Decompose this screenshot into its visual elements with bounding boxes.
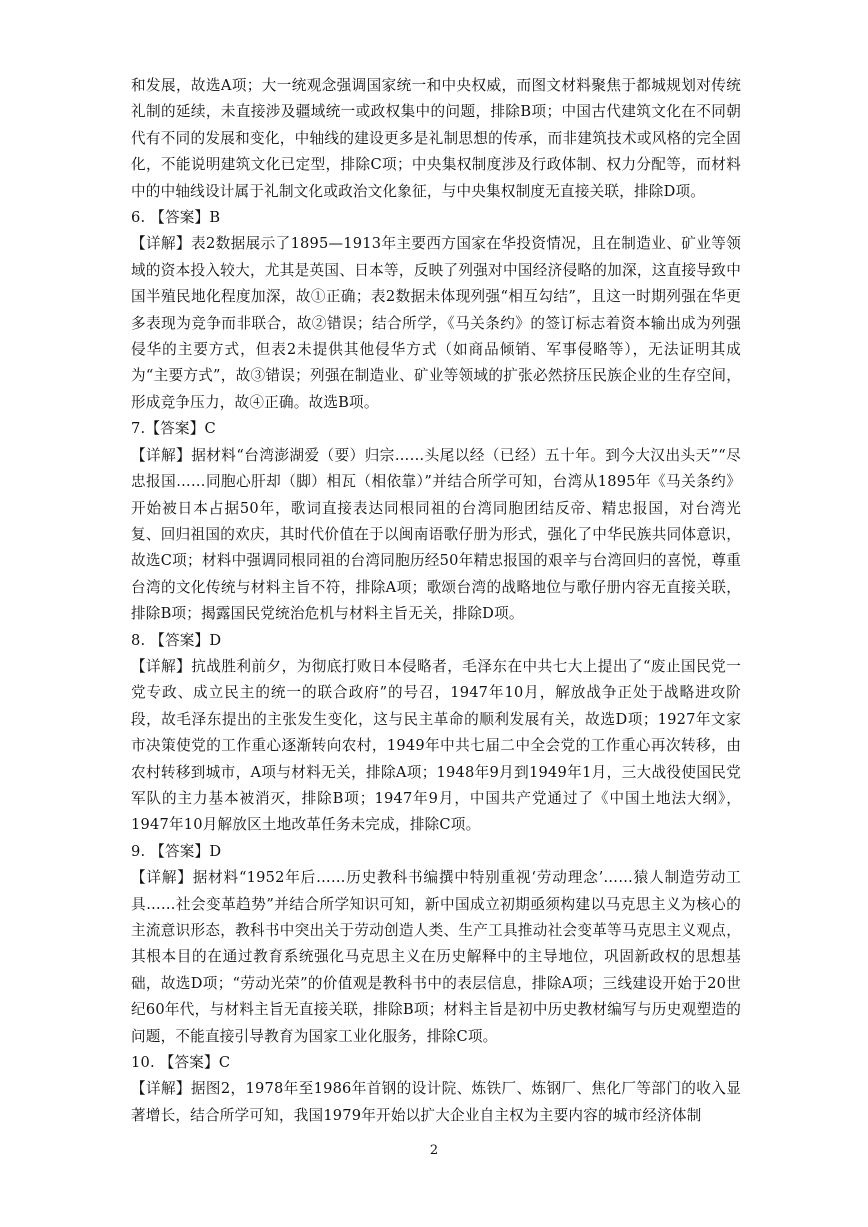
answer-8: 8. 【答案】D [131,631,222,649]
continuation-paragraph: 和发展，故选A项；大一统观念强调国家统一和中央权威，而图文材料聚焦于都城规划对传统礼制的延续，未直接涉及疆域统一或政权集中的问题，排除B项；中国古代建筑文化在不同朝代有不同的发展和变化，中轴线的建设更多是礼制思想的传承，而非建筑技术或风格的完全固化，不能说明建筑文化已定型，排除C项；中央集权制度涉及行政体制、权力分配等，而材料中的中轴线设计属于礼制文化或政治文化象征，与中央集权制度无直接关联，排除D项。 [131,77,741,200]
answer-6: 6. 【答案】B [131,209,221,227]
detail-6: 【详解】表2数据展示了1895—1913年主要西方国家在华投资情况，且在制造业、矿业等领域的资本投入较大，尤其是英国、日本等，反映了列强对中国经济侵略的加深，这直接导致中国半殖民地化程度加深，故①正确；表2数据未体现列强“相互勾结”，且这一时期列强在华更多表现为竞争而非联合，故②错误；结合所学，《马关条约》的签订标志着资本输出成为列强侵华的主要方式，但表2未提供其他侵华方式（如商品倾销、军事侵略等），无法证明其成为“主要方式”，故③错误；列强在制造业、矿业等领域的扩张必然挤压民族企业的生存空间，形成竞争压力，故④正确。故选B项。 [131,235,741,411]
detail-10: 【详解】据图2，1978年至1986年首钢的设计院、炼铁厂、炼钢厂、焦化厂等部门的收入显著增长，结合所学可知，我国1979年开始以扩大企业自主权为主要内容的城市经济体制 [131,1080,741,1124]
answer-7: 7.【答案】C [131,420,216,438]
detail-9: 【详解】据材料“1952年后……历史教科书编撰中特别重视‘劳动理念’……猿人制造劳动工具……社会变革趋势”并结合所学知识可知，新中国成立初期亟须构建以马克思主义为核心的主流意识形态，教科书中突出关于劳动创造人类、生产工具推动社会变革等马克思主义观点，其根本目的在通过教育系统强化马克思主义在历史解释中的主导地位，巩固新政权的思想基础，故选D项；“劳动光荣”的价值观是教科书中的表层信息，排除A项；三线建设开始于20世纪60年代，与材料主旨无直接关联，排除B项；材料主旨是初中历史教材编写与历史观塑造的问题，不能直接引导教育为国家工业化服务，排除C项。 [131,869,741,1045]
detail-7: 【详解】据材料“台湾澎湖爱（要）归宗……头尾以经（已经）五十年。到今大汉出头天”“尽忠报国……同胞心肝却（脚）相瓦（相依靠）”并结合所学可知，台湾从1895年《马关条约》开始被日本占据50年，歌词直接表达同根同祖的台湾同胞团结反帝、精忠报国，对台湾光复、回归祖国的欢庆，其时代价值在于以闽南语歌仔册为形式，强化了中华民族共同体意识，故选C项；材料中强调同根同祖的台湾同胞历经50年精忠报国的艰辛与台湾回归的喜悦，尊重台湾的文化传统与材料主旨不符，排除A项；歌颂台湾的战略地位与歌仔册内容无直接关联，排除B项；揭露国民党统治危机与材料主旨无关，排除D项。 [131,446,741,623]
page-number: 2 [429,1143,439,1158]
answer-9: 9. 【答案】D [131,842,222,860]
answer-10: 10. 【答案】C [131,1054,231,1072]
detail-8: 【详解】抗战胜利前夕，为彻底打败日本侵略者，毛泽东在中共七大上提出了“废止国民党一党专政、成立民主的统一的联合政府”的号召，1947年10月，解放战争正处于战略进攻阶段，故毛泽东提出的主张发生变化，这与民主革命的顺利发展有关，故选D项；1927年文家市决策使党的工作重心逐渐转向农村，1949年中共七届二中全会党的工作重心再次转移，由农村转移到城市，A项与材料无关，排除A项；1948年9月到1949年1月，三大战役使国民党军队的主力基本被消灭，排除B项；1947年9月，中国共产党通过了《中国土地法大纲》，1947年10月解放区土地改革任务未完成，排除C项。 [131,657,741,834]
answer-explanations [131,73,741,1129]
